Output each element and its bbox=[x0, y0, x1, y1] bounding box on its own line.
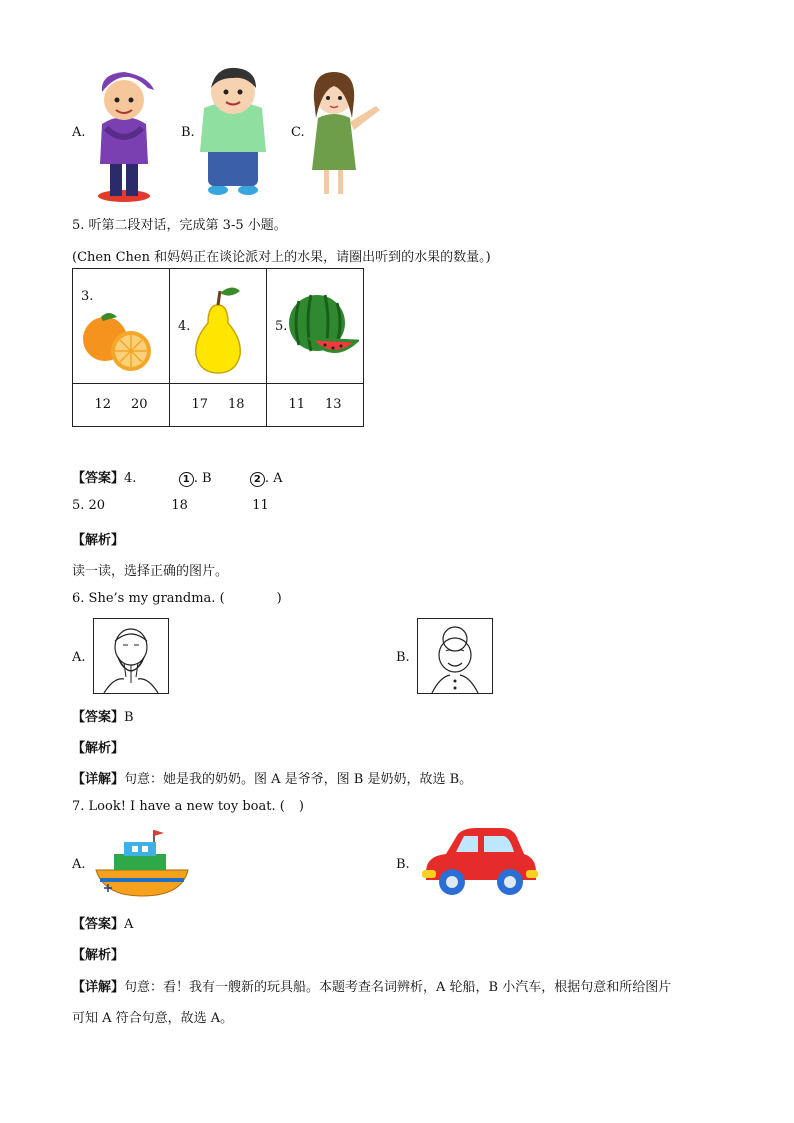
numbers-row-5 bbox=[267, 384, 364, 427]
q7-answer-value: A bbox=[124, 917, 134, 932]
grandma-icon bbox=[418, 619, 492, 693]
question-5-instruction: (Chen Chen 和妈妈正在谈论派对上的水果，请圈出听到的水果的数量。) bbox=[72, 250, 491, 265]
q6-option-a-label: A. bbox=[72, 650, 86, 665]
grandpa-icon bbox=[94, 619, 168, 693]
q7-detail-text-2: 可知 A 符合句意，故选 A。 bbox=[72, 1011, 234, 1026]
answer-q5-third: 11 bbox=[252, 498, 269, 513]
answer-q4-number: 4. bbox=[124, 471, 137, 486]
q6-option-b-label: B. bbox=[396, 650, 410, 665]
question-7-text: 7. Look! I have a new toy boat. ( bbox=[72, 799, 285, 814]
number-option[interactable]: 12 bbox=[94, 397, 111, 412]
option-c-label: C. bbox=[291, 125, 305, 140]
toy-car-icon[interactable] bbox=[420, 826, 540, 900]
question-5-title: 5. 听第二段对话，完成第 3-5 小题。 bbox=[72, 218, 287, 233]
circled-number-1: 1 bbox=[179, 472, 194, 487]
fruit-table bbox=[72, 268, 364, 427]
fruit-cell-orange bbox=[73, 269, 170, 384]
q6-analysis-tag: 【解析】 bbox=[72, 741, 125, 756]
answer-q4-part2: . A bbox=[264, 471, 283, 486]
q6-detail-text: 句意：她是我的奶奶。图 A 是爷爷，图 B 是奶奶，故选 B。 bbox=[124, 772, 473, 787]
question-7 bbox=[72, 799, 304, 814]
q7-detail-tag: 【详解】 bbox=[72, 980, 125, 995]
question-6-close: ) bbox=[276, 591, 282, 606]
numbers-row-4 bbox=[170, 384, 267, 427]
q7-detail-text-1: 句意：看！我有一艘新的玩具船。本题考查名词辨析，A 轮船，B 小汽车，根据句意和所给图片 bbox=[124, 980, 672, 995]
number-option[interactable]: 11 bbox=[288, 397, 305, 412]
fruit-cell-pear bbox=[170, 269, 267, 384]
number-option[interactable]: 18 bbox=[228, 397, 245, 412]
number-option[interactable]: 13 bbox=[325, 397, 342, 412]
answer-q4-part1: . B bbox=[193, 471, 212, 486]
circled-number-2: 2 bbox=[250, 472, 265, 487]
q6-detail-tag: 【详解】 bbox=[72, 772, 125, 787]
toy-boat-icon[interactable] bbox=[92, 828, 192, 900]
q6-answer-value: B bbox=[124, 710, 134, 725]
option-a-label: A. bbox=[72, 125, 86, 140]
q7-analysis-tag: 【解析】 bbox=[72, 948, 125, 963]
analysis-text: 读一读，选择正确的图片。 bbox=[72, 564, 229, 579]
girl-waving-illustration bbox=[306, 66, 388, 200]
numbers-row-3 bbox=[73, 384, 170, 427]
pear-icon bbox=[188, 283, 248, 375]
item-3-label: 3. bbox=[81, 289, 94, 304]
grandpa-picture[interactable] bbox=[93, 618, 169, 694]
question-6-text: 6. She’s my grandma. ( bbox=[72, 591, 225, 606]
q7-detail-line bbox=[72, 976, 671, 995]
q7-answer-tag: 【答案】 bbox=[72, 917, 125, 932]
q7-option-a-label: A. bbox=[72, 857, 86, 872]
q6-answer-line bbox=[72, 706, 134, 725]
boy-cap-illustration bbox=[88, 66, 160, 204]
answer-4-5-line bbox=[72, 467, 282, 487]
orange-icon bbox=[81, 311, 157, 373]
question-6 bbox=[72, 591, 282, 606]
answer-q5-first: 5. 20 bbox=[72, 498, 106, 513]
item-4-label: 4. bbox=[178, 319, 191, 334]
q7-answer-line bbox=[72, 913, 133, 932]
chubby-boy-illustration bbox=[196, 66, 270, 198]
q6-detail-line bbox=[72, 768, 472, 787]
answer-q5-second: 18 bbox=[171, 498, 188, 513]
number-option[interactable]: 20 bbox=[131, 397, 148, 412]
answer-5-line bbox=[72, 498, 269, 513]
number-option[interactable]: 17 bbox=[191, 397, 208, 412]
answer-tag: 【答案】 bbox=[72, 471, 125, 486]
option-b-label: B. bbox=[181, 125, 195, 140]
watermelon-icon bbox=[285, 291, 359, 363]
analysis-tag: 【解析】 bbox=[72, 533, 125, 548]
q7-option-b-label: B. bbox=[396, 857, 410, 872]
item-5-label: 5. bbox=[275, 319, 288, 334]
fruit-cell-watermelon bbox=[267, 269, 364, 384]
grandma-picture[interactable] bbox=[417, 618, 493, 694]
q6-answer-tag: 【答案】 bbox=[72, 710, 125, 725]
question-7-close: ) bbox=[298, 799, 304, 814]
